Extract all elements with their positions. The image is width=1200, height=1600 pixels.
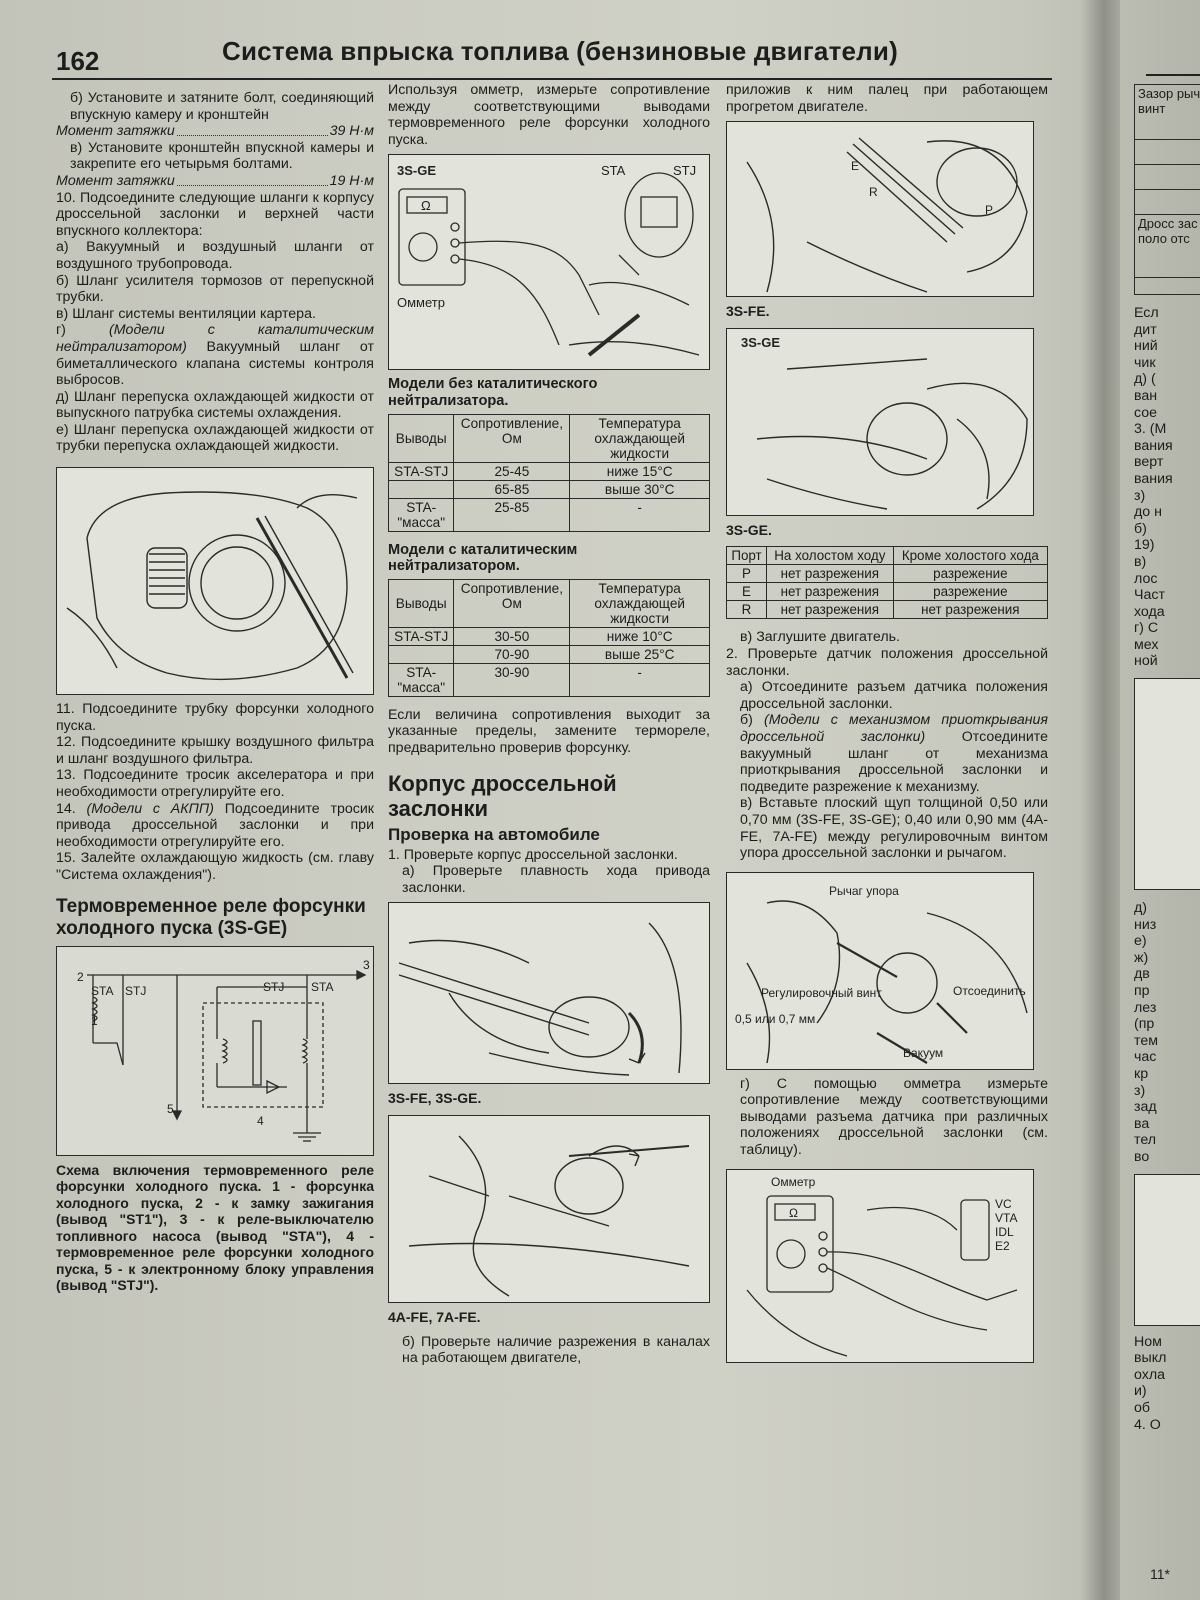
vacuum-port-figure xyxy=(726,121,1034,297)
cropped-line: ван xyxy=(1134,387,1158,404)
paragraph: Если величина сопротивления выходит за указанные пределы, замените термореле, предварительно проверив форсунку. xyxy=(388,706,710,756)
lever-stop-label: Рычаг упора xyxy=(829,883,899,898)
column-1 xyxy=(56,90,374,1294)
paragraph: Используя омметр, измерьте сопротивление между соответствующими выводами термовременного реле форсунки холодного пуска. xyxy=(388,82,710,148)
torque-spec: Момент затяжки 19 Н·м xyxy=(56,172,374,189)
cropped-line: выкл xyxy=(1134,1350,1167,1367)
diagram-label-3: 3 xyxy=(363,957,370,972)
column-2 xyxy=(388,82,710,1367)
cropped-line: вания xyxy=(1134,437,1173,454)
paragraph: 2. Проверьте датчик положения дроссельной заслонки. xyxy=(726,645,1048,679)
section-heading: Термовременное реле форсунки холодного пуска (3S-GE) xyxy=(56,895,366,939)
cropped-line: тем xyxy=(1134,1032,1158,1049)
paragraph: б) Шланг усилителя тормозов от перепускной трубки. xyxy=(56,272,374,306)
paragraph: г) (Модели с каталитическим нейтрализатором) Вакуумный шланг от биметаллического клапана системы контроля выбросов. xyxy=(56,322,374,389)
paragraph: 11. Подсоедините трубку форсунки холодного пуска. xyxy=(56,701,374,734)
table-title: Модели без каталитического нейтрализатора. xyxy=(388,376,598,409)
cropped-line: зад xyxy=(1134,1099,1157,1116)
figure-label: 3S-FE, 3S-GE. xyxy=(388,1090,482,1107)
terminal-sta-label: STA xyxy=(601,163,626,179)
cropped-text xyxy=(1134,1334,1200,1434)
book-gutter xyxy=(1080,0,1120,1600)
cropped-line: Ном xyxy=(1134,1333,1162,1350)
port-e-label: E xyxy=(851,159,860,174)
paragraph: 12. Подсоедините крышку воздушного фильтра и шланг воздушного фильтра. xyxy=(56,734,374,767)
cropped-line: вания xyxy=(1134,470,1173,487)
cropped-line: ва xyxy=(1134,1115,1150,1132)
ohmmeter-label: Омметр xyxy=(397,295,445,311)
cropped-line: лез xyxy=(1134,999,1157,1016)
section-heading: Корпус дроссельной заслонки xyxy=(388,770,617,821)
cropped-line: пр xyxy=(1134,983,1150,1000)
cropped-line: з) xyxy=(1134,487,1146,504)
diagram-label-1: 1 xyxy=(91,1013,98,1028)
cropped-line: г) С xyxy=(1134,620,1159,637)
vacuum-label: Вакуум xyxy=(903,1045,944,1060)
cropped-line: в) xyxy=(1134,553,1147,570)
throttle-stop-figure xyxy=(726,872,1034,1070)
paragraph: 1. Проверьте корпус дроссельной заслонки. xyxy=(388,846,678,863)
cropped-table: Зазор рыч винт Дросс зас поло отс xyxy=(1134,84,1200,295)
paragraph: е) Шланг перепуска охлаждающей жидкости от трубки перепуска охлаждающей жидкости. xyxy=(56,421,374,455)
torque-spec: Момент затяжки 39 Н·м xyxy=(56,123,374,140)
diagram-label-stj: STJ xyxy=(263,979,285,994)
cropped-line: во xyxy=(1134,1148,1150,1165)
paragraph: а) Вакуумный и воздушный шланги от воздушного трубопровода. xyxy=(56,239,374,272)
terminal-stj-label: STJ xyxy=(673,163,697,179)
ohmmeter-figure xyxy=(388,154,710,370)
paragraph: в) Шланг системы вентиляции картера. xyxy=(56,305,316,322)
throttle-linkage-figure xyxy=(388,902,710,1084)
page-number: 162 xyxy=(56,46,100,76)
paragraph: а) Отсоедините разъем датчика положения дроссельной заслонки. xyxy=(740,679,1048,712)
resistance-table-1: Выводы Сопротивление, Ом Температура охлаждающей жидкости STA-STJ 25-45 ниже 15°C 65-85 выше 30°C STA-"масса" 25-85 - xyxy=(388,414,710,532)
cropped-line: ж) xyxy=(1134,949,1149,966)
cropped-line: сое xyxy=(1134,404,1158,421)
cropped-line: Есл xyxy=(1134,305,1159,321)
cropped-line: дит xyxy=(1134,321,1157,338)
paragraph: приложив к ним палец при работающем прогретом двигателе. xyxy=(726,82,1048,115)
cropped-line: ной xyxy=(1134,653,1158,670)
column-4-cropped xyxy=(1134,82,1200,1433)
circuit-diagram xyxy=(56,946,374,1156)
ohm-symbol: Ω xyxy=(421,198,431,214)
table-title: Модели с каталитическим нейтрализатором. xyxy=(388,541,578,575)
figure-engine-label: 3S-GE xyxy=(397,163,437,179)
figure-engine-label: 3S-GE xyxy=(741,334,781,350)
cropped-line: б) xyxy=(1134,520,1147,537)
cropped-line: до н xyxy=(1134,504,1162,521)
cropped-line: кр xyxy=(1134,1066,1149,1082)
cropped-line: верт xyxy=(1134,454,1164,471)
diagram-label-5: 5 xyxy=(167,1101,174,1116)
cropped-text xyxy=(1134,900,1200,1166)
tps-ohmmeter-figure xyxy=(726,1169,1034,1363)
diagram-label-sta: STA xyxy=(311,979,334,994)
cropped-line: низ xyxy=(1134,916,1157,933)
cropped-line: лос xyxy=(1134,570,1158,587)
paragraph: б) Проверьте наличие разрежения в каналах на работающем двигателе, xyxy=(402,1333,710,1367)
paragraph: б) (Модели с механизмом приоткрывания дроссельной заслонки) Отсоедините вакуумный шланг от механизма приоткрывания дроссельной заслонки и подведите разрежение к механизму. xyxy=(740,712,1049,795)
adjusting-screw-label: Регулировочный винт xyxy=(761,985,882,1000)
paragraph: б) Установите и затяните болт, соединяющий впускную камеру и кронштейн xyxy=(70,90,374,123)
port-r-label: R xyxy=(869,185,878,200)
paragraph: в) Заглушите двигатель. xyxy=(740,629,900,646)
diagram-label-4: 4 xyxy=(257,1113,264,1128)
page-header xyxy=(52,30,1052,80)
diagram-label-stj: STJ xyxy=(125,983,147,998)
throttle-body-figure xyxy=(56,467,374,695)
cropped-line: 3. (М xyxy=(1134,421,1167,438)
cropped-line: д) xyxy=(1134,900,1148,917)
cropped-line: тел xyxy=(1134,1132,1157,1149)
page-footer-mark: 11* xyxy=(1150,1566,1170,1582)
paragraph: в) Вставьте плоский щуп толщиной 0,50 или 0,70 мм (3S-FE, 3S-GE); 0,40 или 0,90 мм (4A-FE, 7A-FE) между регулировочным винтом упора дроссельной заслонки и рычагом. xyxy=(740,795,1048,862)
cropped-line: мех xyxy=(1134,636,1159,653)
cropped-line: 4. О xyxy=(1134,1416,1161,1433)
vacuum-port-figure xyxy=(726,328,1034,516)
cropped-line: (пр xyxy=(1134,1016,1155,1033)
figure-label: 3S-FE. xyxy=(726,303,770,320)
terminal-e2-label: E2 xyxy=(995,1238,1010,1253)
vacuum-port-table: Порт На холостом ходу Кроме холостого хода P нет разрежения разрежение E нет разрежения разрежение R нет разрежения нет разрежения xyxy=(726,546,1048,619)
cropped-line: хода xyxy=(1134,603,1165,620)
page-title: Система впрыска топлива (бензиновые двигатели) xyxy=(222,36,898,66)
paragraph: д) Шланг перепуска охлаждающей жидкости от выпускного патрубка системы охлаждения. xyxy=(56,388,374,422)
figure-label: 4A-FE, 7A-FE. xyxy=(388,1308,481,1325)
terminal-vc-label: VC xyxy=(995,1196,1012,1211)
port-p-label: P xyxy=(985,203,994,218)
cropped-line: об xyxy=(1134,1399,1151,1416)
cropped-line: ний xyxy=(1134,338,1158,355)
cropped-line: дв xyxy=(1134,966,1150,983)
terminal-idl-label: IDL xyxy=(995,1224,1014,1239)
paragraph: в) Установите кронштейн впускной камеры и закрепите его четырьмя болтами. xyxy=(70,139,374,173)
cropped-line: д) ( xyxy=(1134,371,1156,388)
cropped-figure xyxy=(1134,678,1200,890)
next-page-rule xyxy=(1146,74,1200,76)
diagram-label-2: 2 xyxy=(77,969,84,984)
terminal-vta-label: VTA xyxy=(995,1210,1018,1225)
cropped-line: Част xyxy=(1134,587,1165,604)
paragraph: г) С помощью омметра измерьте сопротивление между соответствующими выводами разъема датчика при различных положениях дроссельной заслонки (см. таблицу). xyxy=(740,1075,1048,1159)
ohmmeter-label: Омметр xyxy=(771,1174,816,1189)
paragraph: 14. (Модели с АКПП) Подсоедините тросик привода дроссельной заслонки и при необходимости отрегулируйте его. xyxy=(56,800,374,850)
cropped-line: з) xyxy=(1134,1082,1146,1099)
paragraph: 13. Подсоедините тросик акселератора и при необходимости отрегулируйте его. xyxy=(56,767,374,801)
cropped-line: чик xyxy=(1134,354,1156,371)
feeler-gap-label: 0,5 или 0,7 мм xyxy=(735,1011,816,1026)
paragraph: а) Проверьте плавность хода привода заслонки. xyxy=(402,863,710,896)
cropped-figure xyxy=(1134,1174,1200,1326)
column-3 xyxy=(726,82,1048,1369)
figure-caption: Схема включения термовременного реле форсунки холодного пуска. 1 - форсунка холодного пуска, 2 - к замку зажигания (вывод "ST1"), 3 - к реле-выключателю топливного насоса (вывод "STA"), 4 - термовременное реле форсунки холодного пуска, 5 - к электронному блоку управления (вывод "STJ"). xyxy=(56,1161,374,1294)
cropped-line: 19) xyxy=(1134,537,1155,554)
ohm-symbol: Ω xyxy=(789,1205,798,1220)
diagram-label-sta: STA xyxy=(91,983,114,998)
resistance-table-2: Выводы Сопротивление, Ом Температура охлаждающей жидкости STA-STJ 30-50 ниже 10°C 70-90 выше 25°C STA-"масса" 30-90 - xyxy=(388,579,710,697)
subsection-heading: Проверка на автомобиле xyxy=(388,824,600,844)
cropped-line: и) xyxy=(1134,1383,1147,1400)
cropped-text xyxy=(1134,305,1200,670)
paragraph: 10. Подсоедините следующие шланги к корпусу дроссельной заслонки и верхней части впускного коллектора: xyxy=(56,189,374,239)
disconnect-label: Отсоединить xyxy=(953,983,1026,998)
cropped-line: е) xyxy=(1134,933,1147,950)
cropped-line: охла xyxy=(1134,1366,1165,1383)
paragraph: 15. Залейте охлаждающую жидкость (см. главу "Система охлаждения"). xyxy=(56,850,374,883)
cropped-line: час xyxy=(1134,1049,1157,1066)
throttle-linkage-figure xyxy=(388,1115,710,1303)
figure-label: 3S-GE. xyxy=(726,521,772,538)
